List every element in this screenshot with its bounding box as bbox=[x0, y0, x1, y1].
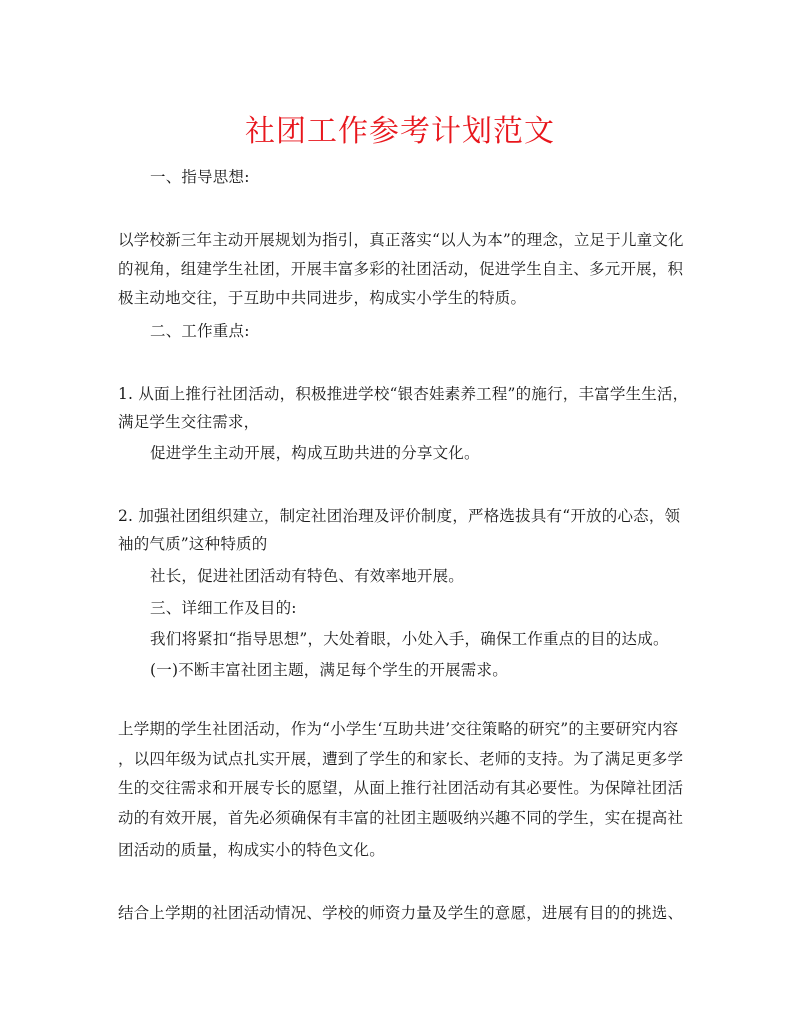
paragraph-line: 极主动地交往，于互助中共同进步，构成实小学生的特质。 bbox=[118, 289, 527, 307]
document-title: 社团工作参考计划范文 bbox=[245, 114, 555, 149]
paragraph-line: 的视角，组建学生社团，开展丰富多彩的社团活动，促进学生自主、多元开展，积 bbox=[118, 260, 684, 278]
paragraph-line: 动的有效开展，首先必须确保有丰富的社团主题吸纳兴趣不同的学生，实在提高社 bbox=[118, 809, 684, 827]
section-heading-1: 一、指导思想: bbox=[150, 168, 250, 186]
subsection-heading: (一)不断丰富社团主题，满足每个学生的开展需求。 bbox=[150, 661, 508, 679]
paragraph-line: 上学期的学生社团活动，作为“小学生‘互助共进’交往策略的研究”的主要研究内容 bbox=[118, 720, 679, 738]
paragraph-line: 团活动的质量，构成实小的特色文化。 bbox=[118, 841, 385, 859]
section-heading-2: 二、工作重点: bbox=[150, 322, 250, 340]
paragraph-line: 以学校新三年主动开展规划为指引，真正落实“以人为本”的理念，立足于儿童文化 bbox=[118, 231, 684, 249]
paragraph-line: 生的交往需求和开展专长的愿望，从面上推行社团活动有其必要性。为保障社团活 bbox=[118, 779, 684, 797]
paragraph-line: 结合上学期的社团活动情况、学校的师资力量及学生的意愿，进展有目的的挑选、 bbox=[118, 904, 684, 922]
paragraph-line: ，以四年级为试点扎实开展，遭到了学生的和家长、老师的支持。为了满足更多学 bbox=[118, 750, 684, 768]
paragraph-line: 社长，促进社团活动有特色、有效率地开展。 bbox=[150, 567, 465, 585]
paragraph-line: 我们将紧扣“指导思想”，大处着眼，小处入手，确保工作重点的目的达成。 bbox=[150, 630, 669, 648]
paragraph-line: 1. 从面上推行社团活动，积极推进学校“银杏娃素养工程”的施行，丰富学生生活， bbox=[118, 385, 689, 403]
section-heading-3: 三、详细工作及目的: bbox=[150, 599, 297, 617]
paragraph-line: 2. 加强社团组织建立，制定社团治理及评价制度，严格选拔具有“开放的心态，领 bbox=[118, 507, 681, 525]
paragraph-line: 满足学生交往需求， bbox=[118, 413, 260, 431]
paragraph-line: 促进学生主动开展，构成互助共进的分享文化。 bbox=[150, 444, 480, 462]
paragraph-line: 袖的气质”这种特质的 bbox=[118, 535, 268, 553]
